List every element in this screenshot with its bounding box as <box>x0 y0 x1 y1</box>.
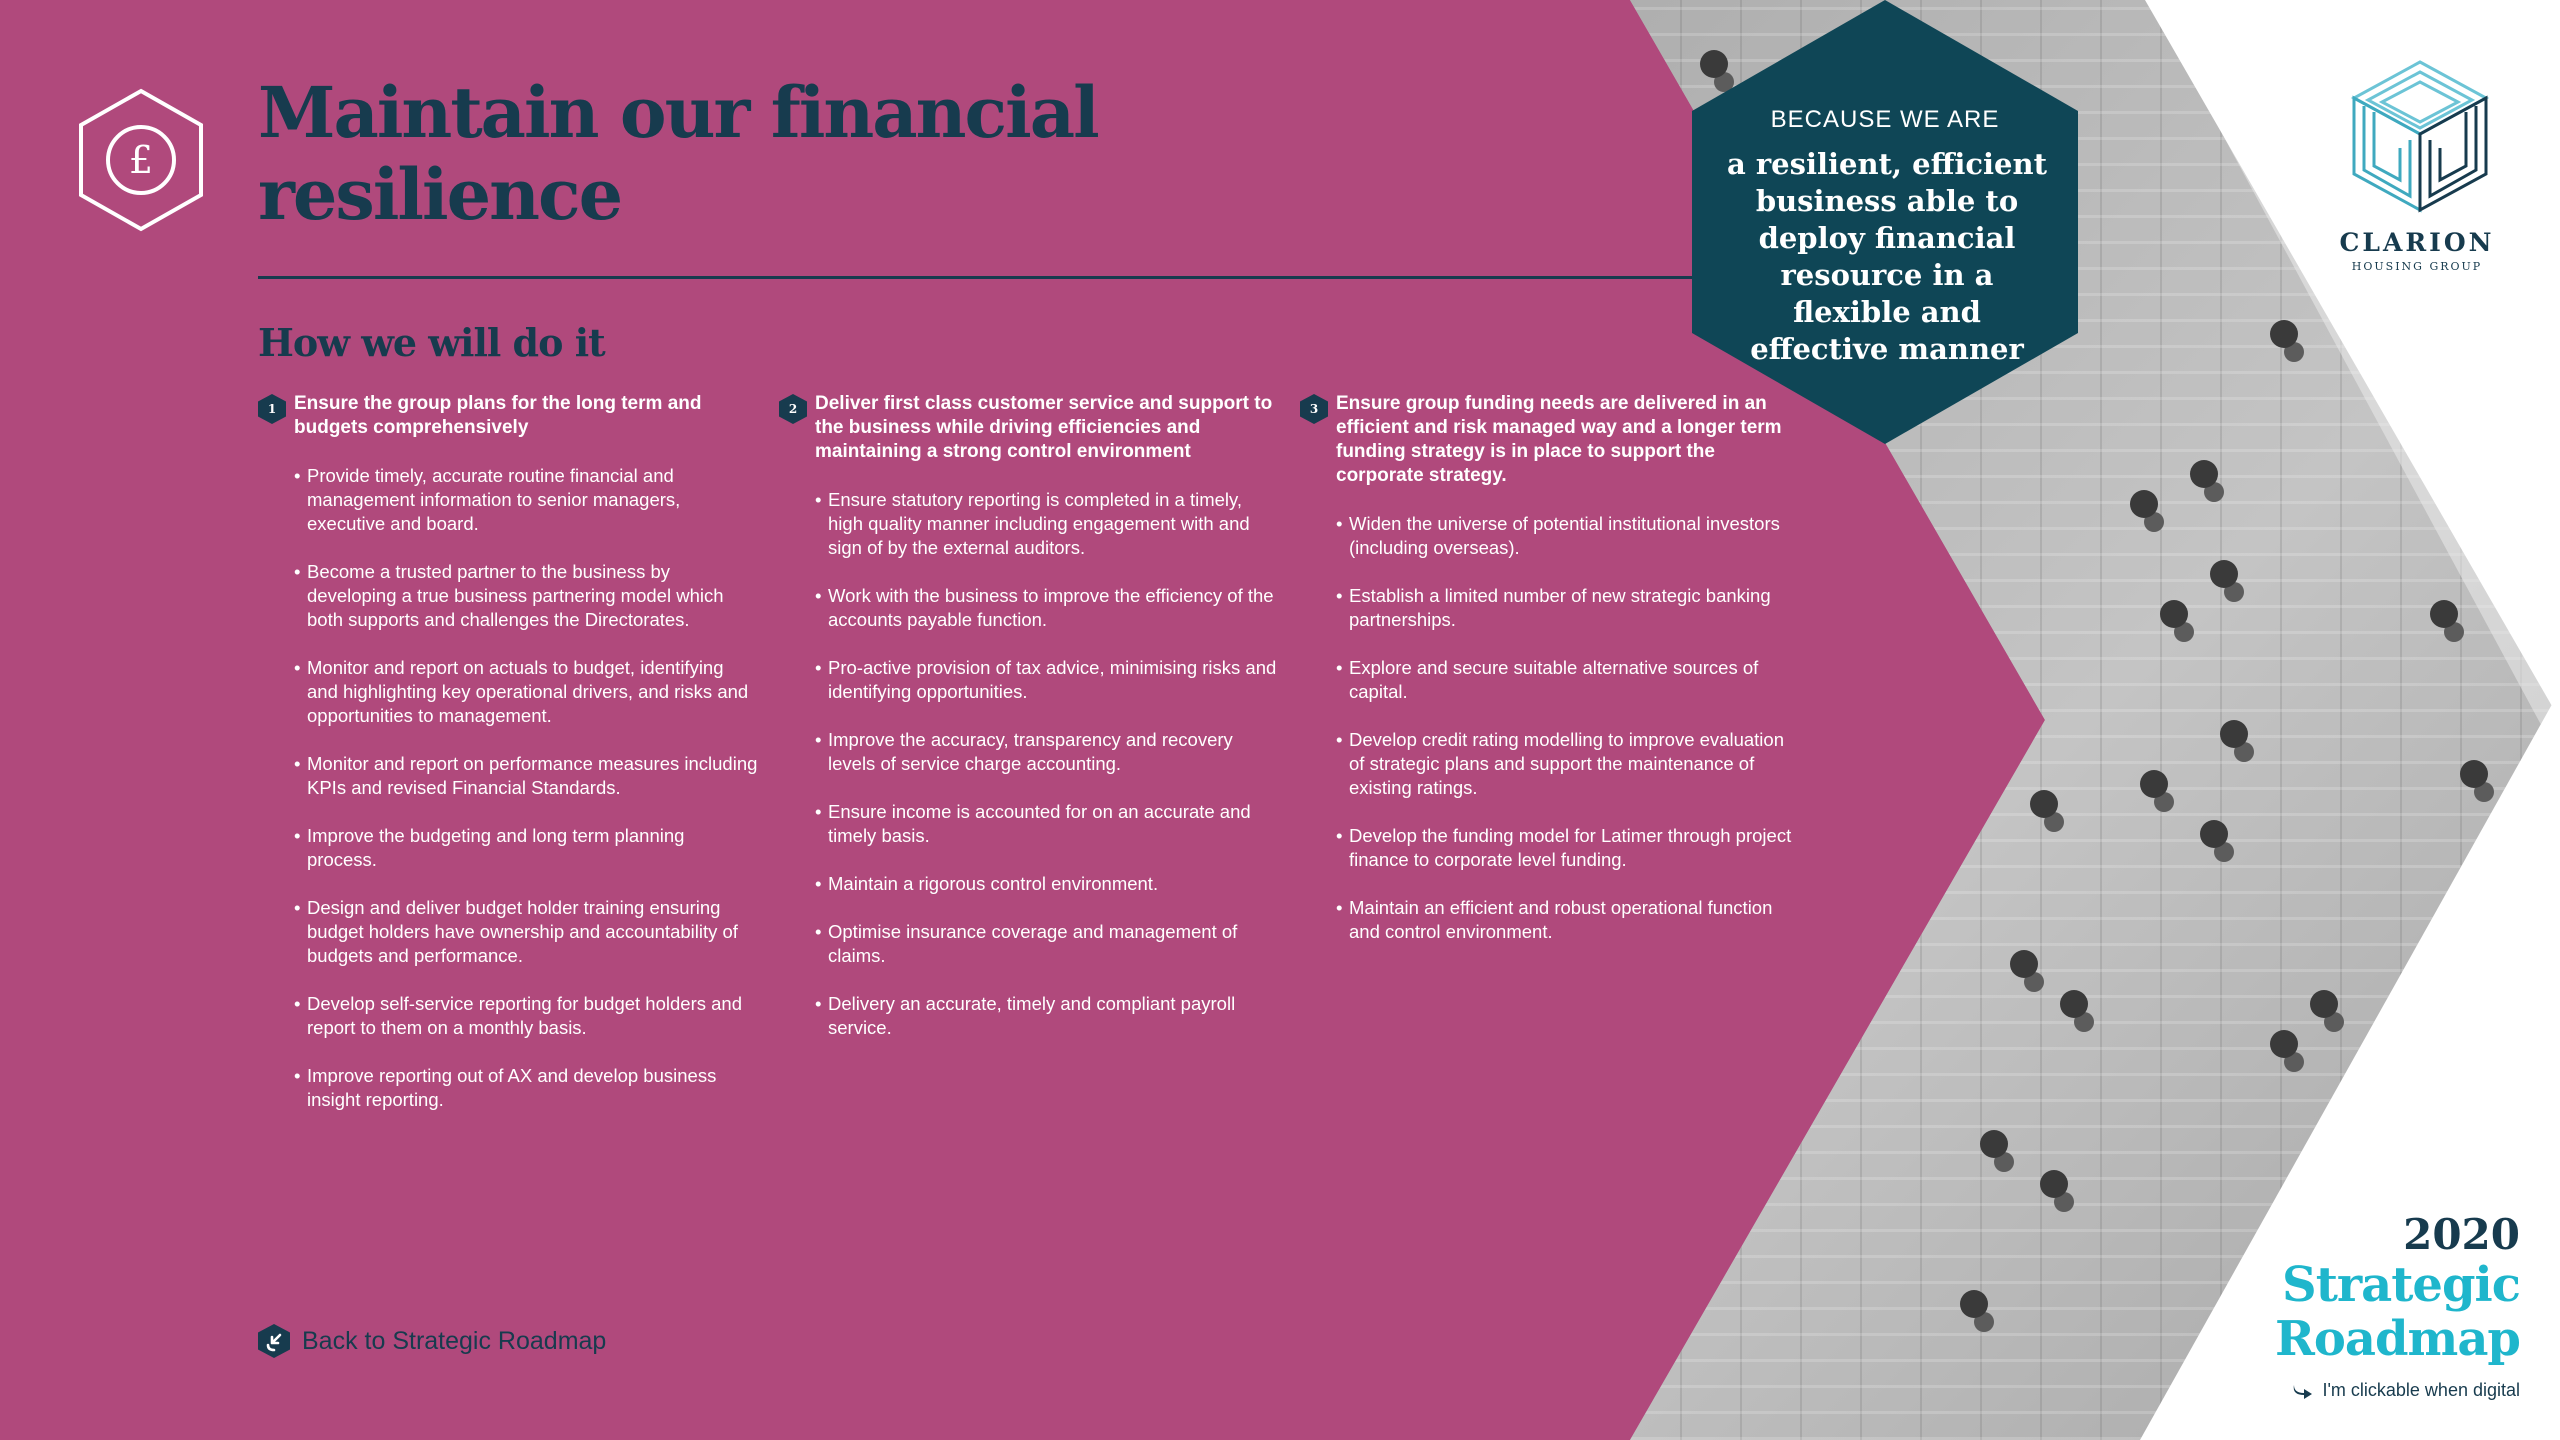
bullet-list <box>815 488 1279 1040</box>
list-item: • Delivery an accurate, timely and compliant payroll service. <box>815 992 1279 1040</box>
list-item: • Develop the funding model for Latimer through project finance to corporate level funding. <box>1336 824 1800 872</box>
title-divider <box>258 276 1698 279</box>
column-number-badge: 2 <box>779 394 807 424</box>
list-item: • Ensure income is accounted for on an accurate and timely basis. <box>815 800 1279 848</box>
clarion-cube-logo <box>2340 56 2500 216</box>
list-item: • Provide timely, accurate routine financial and management information to senior managers, executive and board. <box>294 464 758 536</box>
list-item: • Maintain a rigorous control environment. <box>815 872 1279 896</box>
column-heading: Ensure group funding needs are delivered in an efficient and risk managed way and a longer term funding strategy is in place to support the corporate strategy. <box>1336 393 1782 486</box>
list-item: • Work with the business to improve the efficiency of the accounts payable function. <box>815 584 1279 632</box>
list-item: • Monitor and report on actuals to budget, identifying and highlighting key operational drivers, and risks and opportunities to management. <box>294 656 758 728</box>
list-item: • Ensure statutory reporting is completed in a timely, high quality manner including engagement with and sign of by the external auditors. <box>815 488 1279 560</box>
column-heading: Deliver first class customer service and support to the business while driving efficiencies and maintaining a strong control environment <box>815 393 1273 462</box>
roadmap-title[interactable]: Strategic Roadmap <box>2274 1257 2520 1367</box>
list-item: • Explore and secure suitable alternative sources of capital. <box>1336 656 1800 704</box>
column-1 <box>258 392 758 1136</box>
list-item: • Monitor and report on performance measures including KPIs and revised Financial Standards. <box>294 752 758 800</box>
list-item: • Improve the budgeting and long term planning process. <box>294 824 758 872</box>
clickable-note <box>2292 1380 2520 1401</box>
svg-text:£: £ <box>128 138 154 182</box>
list-item: • Maintain an efficient and robust operational function and control environment. <box>1336 896 1800 944</box>
column-heading: Ensure the group plans for the long term and budgets comprehensively <box>294 393 702 438</box>
list-item: • Become a trusted partner to the business by developing a true business partnering model which both supports and challenges the Directorates. <box>294 560 758 632</box>
list-item: • Improve reporting out of AX and develop business insight reporting. <box>294 1064 758 1112</box>
because-statement: a resilient, efficient business able to deploy financial resource in a flexible and effective manner <box>1727 147 2047 366</box>
list-item: • Establish a limited number of new strategic banking partnerships. <box>1336 584 1800 632</box>
section-heading: How we will do it <box>258 320 605 365</box>
logo-subtitle: HOUSING GROUP <box>2351 260 2483 273</box>
logo-wordmark: CLARION <box>2339 228 2495 257</box>
list-item: • Develop credit rating modelling to improve evaluation of strategic plans and support the maintenance of existing ratings. <box>1336 728 1800 800</box>
because-we-are-hexagon <box>1692 0 2078 444</box>
bullet-list <box>1336 512 1800 944</box>
column-number-badge: 1 <box>258 394 286 424</box>
page-title: Maintain our financial resilience <box>258 71 1098 236</box>
list-item: • Widen the universe of potential institutional investors (including overseas). <box>1336 512 1800 560</box>
roadmap-year: 2020 <box>2403 1210 2520 1259</box>
back-to-roadmap-link[interactable] <box>258 1324 606 1358</box>
clickable-note-text: I'm clickable when digital <box>2322 1380 2520 1400</box>
back-arrow-icon <box>258 1324 290 1358</box>
list-item: • Optimise insurance coverage and management of claims. <box>815 920 1279 968</box>
because-kicker: BECAUSE WE ARE <box>1770 106 2000 133</box>
list-item: • Improve the accuracy, transparency and recovery levels of service charge accounting. <box>815 728 1279 776</box>
curved-arrow-icon <box>2292 1382 2314 1400</box>
back-link-label: Back to Strategic Roadmap <box>302 1326 607 1355</box>
column-2 <box>779 392 1279 1064</box>
list-item: • Develop self-service reporting for budget holders and report to them on a monthly basis. <box>294 992 758 1040</box>
column-number-badge: 3 <box>1300 394 1328 424</box>
list-item: • Pro-active provision of tax advice, minimising risks and identifying opportunities. <box>815 656 1279 704</box>
bullet-list <box>294 464 758 1112</box>
list-item: • Design and deliver budget holder training ensuring budget holders have ownership and accountability of budgets and performance. <box>294 896 758 968</box>
pound-sterling-icon <box>78 88 204 232</box>
column-3 <box>1300 392 1800 968</box>
